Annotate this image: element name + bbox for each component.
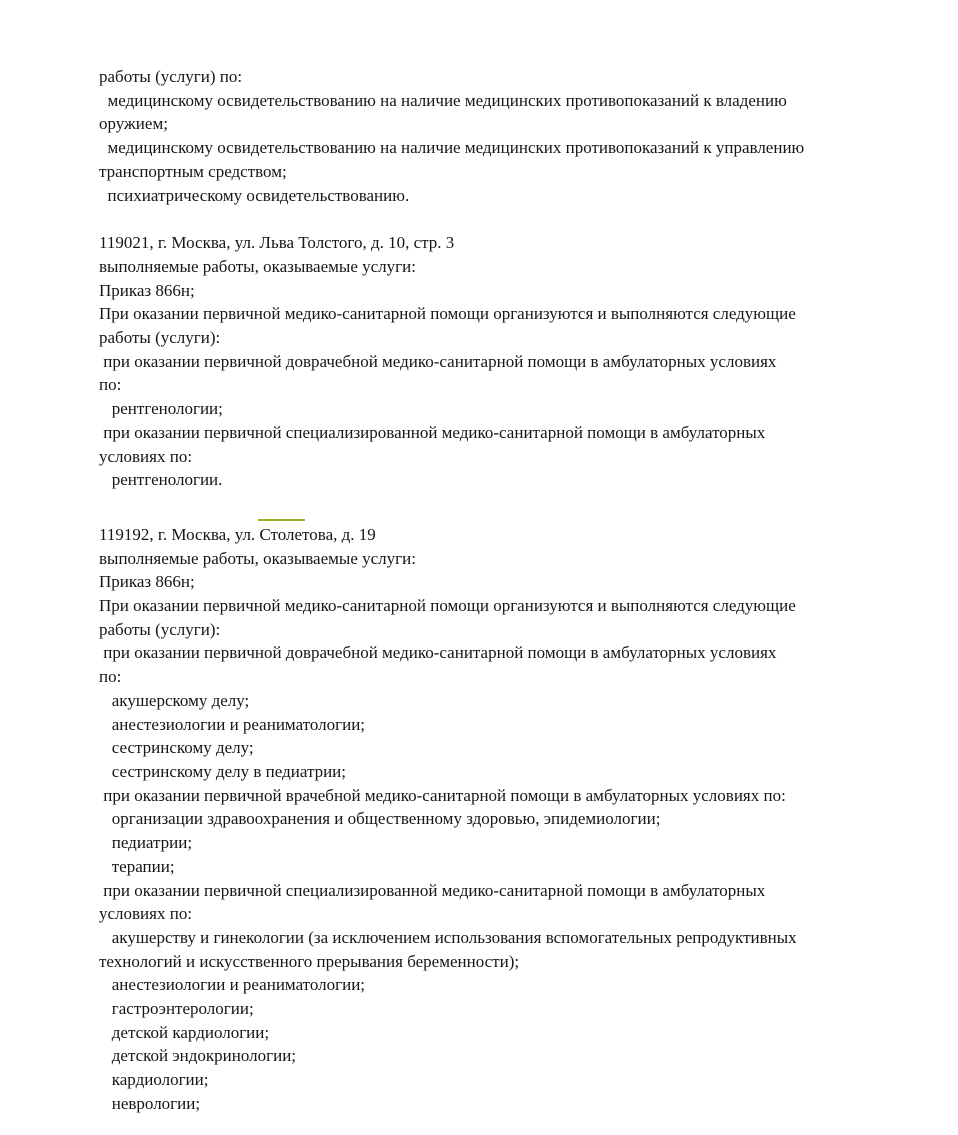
text-line: рентгенологии. [99, 470, 223, 490]
text-line: выполняемые работы, оказываемые услуги: [99, 256, 416, 276]
text-line: неврологии; [99, 1093, 201, 1113]
text-line: сестринскому делу; [99, 738, 254, 758]
text-line: условиях по: [99, 446, 193, 466]
document-content [99, 65, 952, 1116]
text-line: при оказании первичной специализированной медико-санитарной помощи в амбулаторных [99, 880, 766, 900]
text-line: анестезиологии и реаниматологии; [99, 714, 366, 734]
text-line: технологий и искусственного прерывания беременности); [99, 951, 520, 971]
services-intro-block [99, 65, 952, 207]
address-line: 119021, г. Москва, ул. Льва Толстого, д. 10, стр. 3 [99, 233, 455, 253]
text-line: при оказании первичной врачебной медико-санитарной помощи в амбулаторных условиях по: [99, 785, 786, 805]
text-line: детской кардиологии; [99, 1022, 270, 1042]
annotated-word: Столетова [259, 523, 333, 547]
text-line: при оказании первичной доврачебной медико-санитарной помощи в амбулаторных условиях [99, 351, 777, 371]
text-line: рентгенологии; [99, 399, 223, 419]
text-line: детской эндокринологии; [99, 1046, 297, 1066]
text-line: психиатрическому освидетельствованию. [99, 185, 410, 205]
text-line: При оказании первичной медико-санитарной помощи организуются и выполняются следующие [99, 304, 796, 324]
text-line: выполняемые работы, оказываемые услуги: [99, 548, 416, 568]
text-line: При оказании первичной медико-санитарной помощи организуются и выполняются следующие [99, 596, 796, 616]
spellcheck-overline-mark [258, 519, 305, 521]
text-line: по: [99, 667, 122, 687]
text-line: работы (услуги) по: [99, 67, 243, 86]
text-line: кардиологии; [99, 1070, 209, 1090]
text-line: транспортным средством; [99, 161, 287, 181]
text-line: условиях по: [99, 904, 193, 924]
text-line: акушерству и гинекологии (за исключением использования вспомогательных репродуктивных [99, 927, 797, 947]
text-line: гастроэнтерологии; [99, 999, 254, 1019]
text-line: медицинскому освидетельствованию на наличие медицинских противопоказаний к владению [99, 90, 787, 110]
text-line: Приказ 866н; [99, 572, 195, 592]
text-line: по: [99, 375, 122, 395]
text-line: медицинскому освидетельствованию на наличие медицинских противопоказаний к управлению [99, 138, 805, 158]
address-line: 119192, г. Москва, ул. Столетова , д. 19 [99, 523, 952, 547]
text-line: при оказании первичной доврачебной медико-санитарной помощи в амбулаторных условиях [99, 643, 777, 663]
address-block-2 [99, 523, 952, 1116]
text-line: сестринскому делу в педиатрии; [99, 761, 347, 781]
text-line: работы (услуги): [99, 328, 221, 348]
text-line: оружием; [99, 114, 168, 134]
address-block-1 [99, 231, 952, 492]
text-line: при оказании первичной специализированной медико-санитарной помощи в амбулаторных [99, 422, 766, 442]
text-line: педиатрии; [99, 833, 193, 853]
text-line: терапии; [99, 856, 175, 876]
text-line: анестезиологии и реаниматологии; [99, 975, 366, 995]
text-line: Приказ 866н; [99, 280, 195, 300]
text-line: организации здравоохранения и общественному здоровью, эпидемиологии; [99, 809, 661, 829]
text-line: работы (услуги): [99, 619, 221, 639]
text-line: акушерскому делу; [99, 690, 250, 710]
